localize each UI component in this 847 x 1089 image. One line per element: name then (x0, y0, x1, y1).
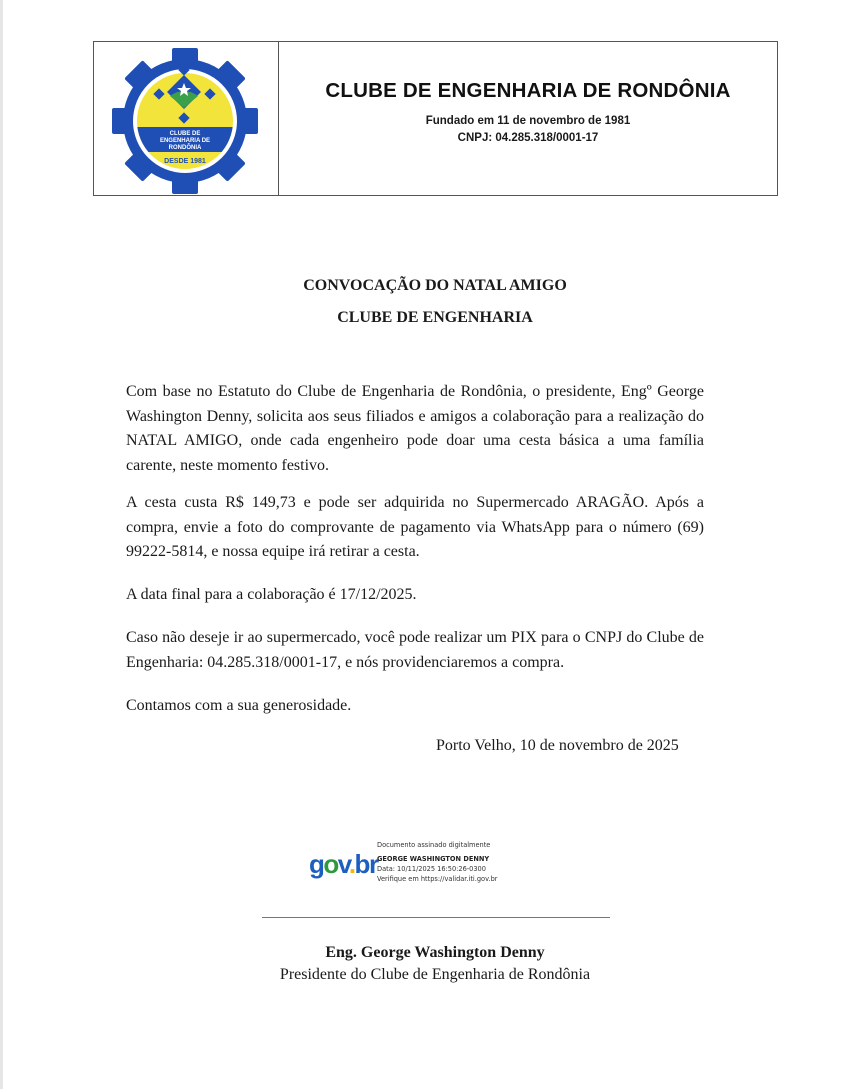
document-subtitle: CLUBE DE ENGENHARIA (337, 309, 533, 326)
logo-cell (94, 42, 279, 195)
club-gear-logo-icon (110, 46, 260, 196)
document-title: CONVOCAÇÃO DO NATAL AMIGO (303, 277, 567, 294)
place-and-date: Porto Velho, 10 de novembro de 2025 (436, 737, 679, 754)
signature-label: Documento assinado digitalmente (377, 841, 491, 849)
founded-date: Fundado em 11 de novembro de 1981 (425, 115, 631, 127)
signatory-name: Eng. George Washington Denny (325, 944, 545, 961)
digital-signature-stamp (377, 840, 497, 884)
govbr-logo-r: r (368, 849, 378, 879)
signature-verify-link[interactable]: Verifique em https://validar.iti.gov.br (377, 875, 498, 883)
signature-line (262, 917, 610, 918)
paragraph: A cesta custa R$ 149,73 e pode ser adquirida no Supermercado ARAGÃO. Após a compra, envie a foto do comprovante de pagamento via WhatsApp para o número (69) 99222-5814, e nossa equipe irá retirar a cesta. (126, 494, 704, 560)
page-edge (0, 0, 3, 1089)
logo-text-line1: CLUBE DE (169, 131, 201, 137)
govbr-logo-dot: . (348, 849, 355, 879)
signatory-role: Presidente do Clube de Engenharia de Rondônia (279, 966, 591, 983)
govbr-logo-b: b (354, 849, 369, 879)
logo-text-line2: ENGENHARIA DE (159, 138, 211, 144)
paragraph: Com base no Estatuto do Clube de Engenharia de Rondônia, o presidente, Engº George Washington Denny, solicita aos seus filiados e amigos a colaboração para a realização do NATAL AMIGO, onde cada engenheiro pode doar uma cesta básica a uma família carente, neste momento festivo. (126, 383, 704, 474)
govbr-logo (309, 849, 378, 880)
paragraph: Contamos com a sua generosidade. (126, 697, 352, 714)
club-cnpj: CNPJ: 04.285.318/0001-17 (457, 132, 599, 144)
letterhead-title-cell (279, 42, 777, 195)
govbr-logo-o: o (323, 849, 338, 879)
signature-signer: GEORGE WASHINGTON DENNY (377, 855, 490, 863)
paragraph: Caso não deseje ir ao supermercado, você pode realizar um PIX para o CNPJ do Clube de Engenharia: 04.285.318/0001-17, e nós providenciaremos a compra. (126, 629, 704, 671)
letterhead (93, 41, 778, 196)
club-name: CLUBE DE ENGENHARIA DE RONDÔNIA (325, 79, 731, 102)
paragraph: A data final para a colaboração é 17/12/2025. (126, 586, 417, 603)
signature-date: Data: 10/11/2025 16:50:26-0300 (377, 865, 486, 873)
logo-text-line3: RONDÔNIA (168, 145, 202, 151)
govbr-logo-g: g (309, 849, 324, 879)
govbr-logo-v: v (337, 849, 349, 879)
logo-since: DESDE 1981 (164, 158, 206, 165)
